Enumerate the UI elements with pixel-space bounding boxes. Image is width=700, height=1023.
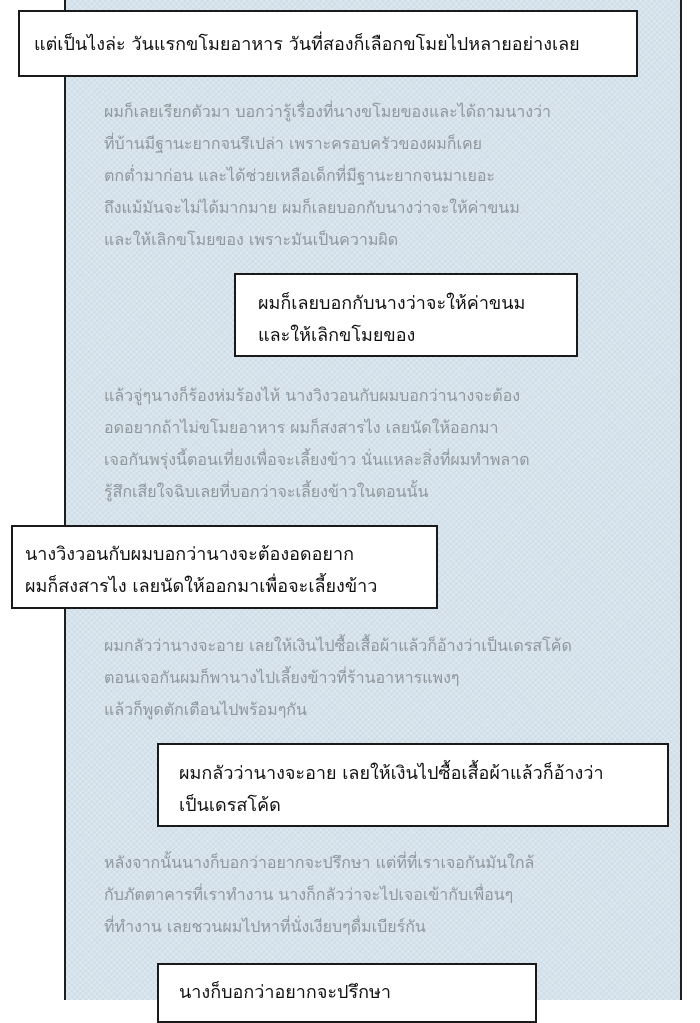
caption-box-2: ผมก็เลยบอกกับนางว่าจะให้ค่าขนม และให้เลิกขโมยของ [234,273,578,357]
narration-paragraph-2: แล้วจู่ๆนางก็ร้องห่มร้องไห้ นางวิงวอนกับผมบอกว่านางจะต้อง อดอยากถ้าไม่ขโมยอาหาร ผมก็สงสารไง เลยนัดให้ออกมา เจอกันพรุ่งนี้ตอนเที่ยงเพื่อจะเลี้ยงข้าว นั่นแหละสิ่งที่ผมทำพลาด รู้สึกเสียใจฉิบเลยที่บอกว่าจะเลี้ยงข้าวในตอนนั้น [104,386,530,501]
caption-box-3: นางวิงวอนกับผมบอกว่านางจะต้องอดอยาก ผมก็สงสารไง เลยนัดให้ออกมาเพื่อจะเลี้ยงข้าว [11,525,438,609]
narration-paragraph-3: ผมกลัวว่านางจะอาย เลยให้เงินไปซื้อเสื้อผ้าแล้วก็อ้างว่าเป็นเดรสโค้ด ตอนเจอกันผมก็พานางไปเลี้ยงข้าวที่ร้านอาหารแพงๆ แล้วก็พูดตักเตือนไปพร้อมๆกัน [104,636,572,719]
caption-box-4: ผมกลัวว่านางจะอาย เลยให้เงินไปซื้อเสื้อผ้าแล้วก็อ้างว่า เป็นเดรสโค้ด [157,743,669,827]
narration-paragraph-4: หลังจากนั้นนางก็บอกว่าอยากจะปรึกษา แต่ที่ที่เราเจอกันมันใกล้ กับภัตตาคารที่เราทำงาน นางก็กลัวว่าจะไปเจอเข้ากับเพื่อนๆ ที่ทำงาน เลยชวนผมไปหาที่นั่งเงียบๆดื่มเบียร์กัน [104,853,535,936]
caption-box-5: นางก็บอกว่าอยากจะปรึกษา [157,963,537,1023]
narration-paragraph-1: ผมก็เลยเรียกตัวมา บอกว่ารู้เรื่องที่นางขโมยของและได้ถามนางว่า ที่บ้านมีฐานะยากจนรึเปล่า เพราะครอบครัวของผมก็เคย ตกต่ำมาก่อน และได้ช่วยเหลือเด็กที่มีฐานะยากจนมาเยอะ ถึงแม้มันจะไม่ได้มากมาย ผมก็เลยบอกกับนางว่าจะให้ค่าขนม และให้เลิกขโมยของ เพราะมันเป็นความผิด [104,102,552,249]
caption-box-1: แต่เป็นไงล่ะ วันแรกขโมยอาหาร วันที่สองก็เลือกขโมยไปหลายอย่างเลย [18,10,638,77]
